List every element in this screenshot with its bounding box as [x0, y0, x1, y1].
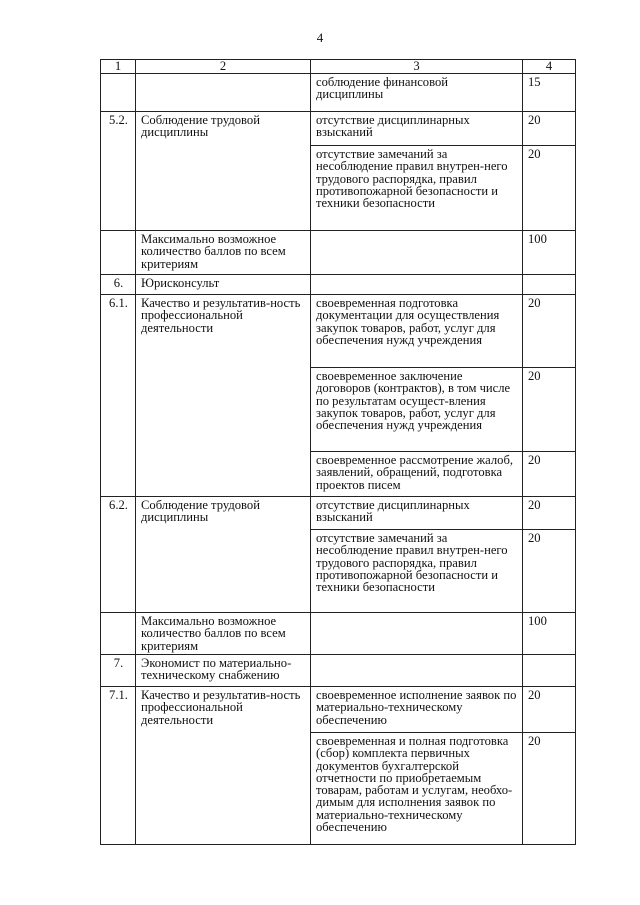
table-row	[101, 275, 576, 295]
table-row	[101, 687, 576, 733]
row-number: 7.	[101, 655, 136, 687]
score-value: 20	[523, 146, 576, 231]
table-row	[101, 655, 576, 687]
score-value: 20	[523, 368, 576, 452]
score-value: 20	[523, 112, 576, 146]
table-row	[101, 295, 576, 368]
row-number: 5.2.	[101, 112, 136, 231]
score-value: 20	[523, 497, 576, 530]
header-cell: 3	[311, 60, 523, 74]
row-number: 6.	[101, 275, 136, 295]
row-number: 7.1.	[101, 687, 136, 845]
header-cell: 1	[101, 60, 136, 74]
row-number: 6.1.	[101, 295, 136, 497]
score-value	[523, 275, 576, 295]
row-number	[101, 231, 136, 275]
indicator-name	[136, 74, 311, 112]
criterion-text: своевременное заключение договоров (контрактов), в том числе по результатам осущест-вления закупок товаров, работ, услуг для обеспечения нужд учреждения	[311, 368, 523, 452]
row-number: 6.2.	[101, 497, 136, 613]
criterion-text	[311, 613, 523, 655]
score-value: 100	[523, 613, 576, 655]
criterion-text: соблюдение финансовой дисциплины	[311, 74, 523, 112]
criterion-text: отсутствие замечаний за несоблюдение правил внутрен-него трудового распорядка, правил противопожарной безопасности и техники безопасности	[311, 530, 523, 613]
table-header-row	[101, 60, 576, 74]
criterion-text: своевременная и полная подготовка (сбор) комплекта первичных документов бухгалтерской отчетности по приобретаемым товарам, работам и услугам, необхо-димым для исполнения заявок по материально-техническому обеспечению	[311, 733, 523, 845]
row-number	[101, 613, 136, 655]
page-number: 4	[316, 30, 324, 45]
header-cell: 2	[136, 60, 311, 74]
score-value: 100	[523, 231, 576, 275]
indicator-name: Экономист по материально-техническому снабжению	[136, 655, 311, 687]
indicator-name: Качество и результатив-ность профессиональной деятельности	[136, 295, 311, 497]
criterion-text: отсутствие дисциплинарных взысканий	[311, 112, 523, 146]
score-value	[523, 655, 576, 687]
score-value: 15	[523, 74, 576, 112]
indicator-name: Максимально возможное количество баллов по всем критериям	[136, 613, 311, 655]
table-row	[101, 112, 576, 146]
criterion-text: отсутствие дисциплинарных взысканий	[311, 497, 523, 530]
indicator-name: Качество и результатив-ность профессиональной деятельности	[136, 687, 311, 845]
criterion-text	[311, 655, 523, 687]
table-row	[101, 231, 576, 275]
score-value: 20	[523, 452, 576, 497]
row-number	[101, 74, 136, 112]
table-row	[101, 497, 576, 530]
indicator-name: Соблюдение трудовой дисциплины	[136, 497, 311, 613]
criterion-text: своевременная подготовка документации для осуществления закупок товаров, работ, услуг для обеспечения нужд учреждения	[311, 295, 523, 368]
criteria-table	[100, 59, 576, 845]
score-value: 20	[523, 295, 576, 368]
score-value: 20	[523, 530, 576, 613]
table-row	[101, 613, 576, 655]
indicator-name: Соблюдение трудовой дисциплины	[136, 112, 311, 231]
table-row	[101, 74, 576, 112]
header-cell: 4	[523, 60, 576, 74]
indicator-name: Максимально возможное количество баллов по всем критериям	[136, 231, 311, 275]
criterion-text: своевременное исполнение заявок по материально-техническому обеспечению	[311, 687, 523, 733]
criterion-text: своевременное рассмотрение жалоб, заявлений, обращений, подготовка проектов писем	[311, 452, 523, 497]
criterion-text: отсутствие замечаний за несоблюдение правил внутрен-него трудового распорядка, правил противопожарной безопасности и техники безопасности	[311, 146, 523, 231]
criterion-text	[311, 275, 523, 295]
indicator-name: Юрисконсульт	[136, 275, 311, 295]
score-value: 20	[523, 733, 576, 845]
score-value: 20	[523, 687, 576, 733]
criterion-text	[311, 231, 523, 275]
